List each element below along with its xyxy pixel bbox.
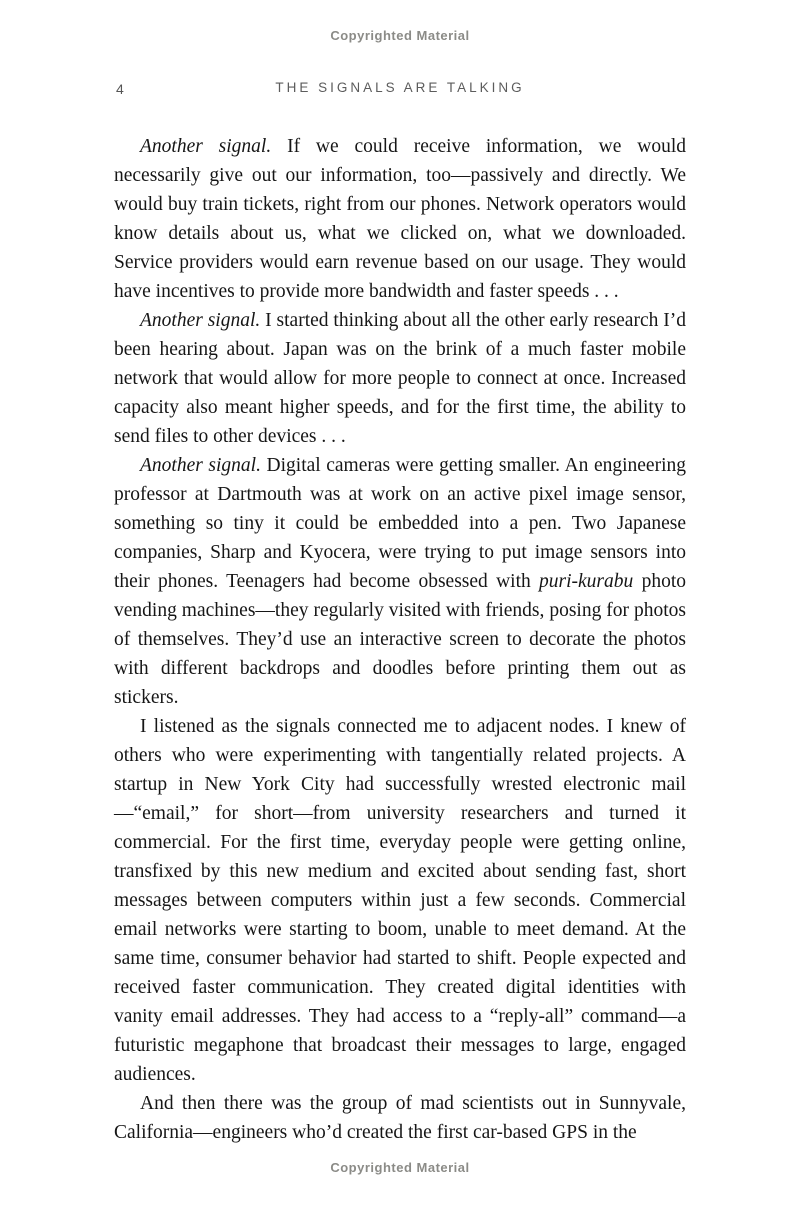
paragraph-3-lead-italic: Another signal. [140, 455, 261, 476]
paragraph-3-text-b: photo vending machines—they regularly visited with friends, posing for photos of themselves. They’d use an interactive screen to decorate the photos with different backdrops and doodles before printing them out as stickers. [114, 571, 686, 708]
paragraph-1-lead-italic: Another signal. [140, 136, 272, 157]
paragraph-2-text: I started thinking about all the other early research I’d been hearing about. Japan was on the brink of a much faster mobile network that would allow for more people to connect at once. Increased capacity also meant higher speeds, and for the first time, the ability to send files to other devices . . . [114, 310, 686, 447]
paragraph-4-text: I listened as the signals connected me to adjacent nodes. I knew of others who were experimenting with tangentially related projects. A startup in New York City had successfully wrested electronic mail—“email,” for short—from university researchers and turned it commercial. For the first time, everyday people were getting online, transfixed by this new medium and excited about sending fast, short messages between computers within just a few seconds. Commercial email networks were starting to boom, unable to meet demand. At the same time, consumer behavior had started to shift. People expected and received faster communication. They created digital identities with vanity email addresses. They had access to a “reply-all” command—a futuristic megaphone that broadcast their messages to large, engaged audiences. [114, 716, 686, 1085]
paragraph-5-text: And then there was the group of mad scientists out in Sunnyvale, California—engineers who’d created the first car-based GPS in the [114, 1093, 686, 1143]
page-number: 4 [116, 81, 124, 97]
page-body [114, 132, 686, 1147]
running-title: THE SIGNALS ARE TALKING [275, 80, 525, 95]
copyright-notice-top: Copyrighted Material [330, 28, 470, 43]
paragraph-3 [114, 451, 686, 712]
paragraph-1 [114, 132, 686, 306]
paragraph-2 [114, 306, 686, 451]
paragraph-3-inline-italic: puri-kurabu [539, 571, 634, 592]
paragraph-1-text: If we could receive information, we would necessarily give out our information, too—passively and directly. We would buy train tickets, right from our phones. Network operators would know details about us, what we clicked on, what we downloaded. Service providers would earn revenue based on our usage. They would have incentives to provide more bandwidth and faster speeds . . . [114, 136, 686, 302]
running-head [114, 80, 686, 100]
paragraph-5 [114, 1089, 686, 1147]
paragraph-4 [114, 712, 686, 1089]
paragraph-2-lead-italic: Another signal. [140, 310, 261, 331]
copyright-notice-bottom: Copyrighted Material [330, 1160, 470, 1175]
paragraph-3-text-a: Digital cameras were getting smaller. An engineering professor at Dartmouth was at work on an active pixel image sensor, something so tiny it could be embedded into a pen. Two Japanese companies, Sharp and Kyocera, were trying to put image sensors into their phones. Teenagers had become obsessed with [114, 455, 686, 592]
